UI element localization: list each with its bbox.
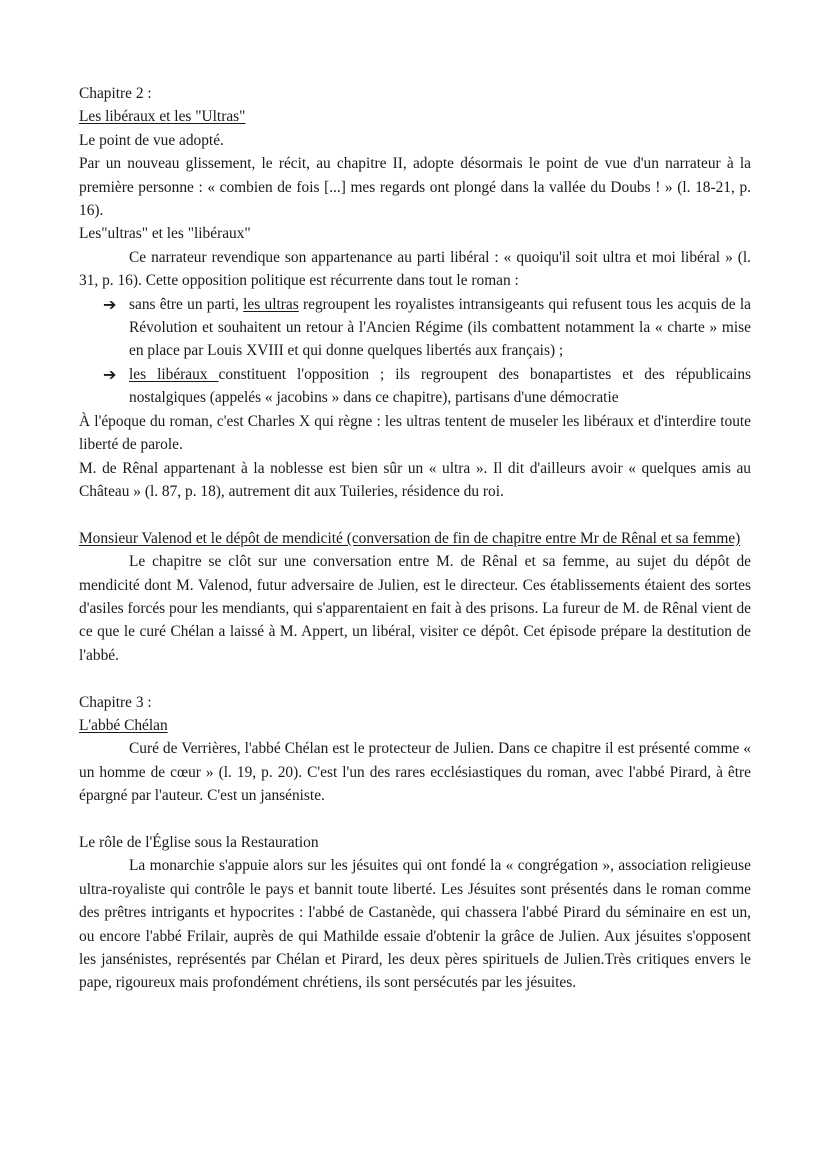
chapter-2-heading: Chapitre 2 :	[79, 85, 152, 102]
paragraph-charles-x: À l'époque du roman, c'est Charles X qui règne : les ultras tentent de museler les libéraux et d'interdire toute liberté de parole.	[79, 412, 751, 454]
bullet-text: constituent l'opposition ; ils regroupent des bonapartistes et des républicains nostalgiques (appelés « jacobins » dans ce chapitre), partisans d'une démocratie	[129, 365, 752, 407]
document-content	[79, 82, 751, 995]
chapter-3-heading: Chapitre 3 :	[79, 693, 152, 711]
bullet-text: regroupent les royalistes intransigeants qui refusent tous les acquis de la Révolution et souhaitent un retour à l'Ancien Régime (ils combattent notamment la « charte » mise en place par Louis XVIII et qui donne quelques libertés aux français) ;	[129, 295, 751, 360]
section-title-liberaux-ultras: Les libéraux et les "Ultras"	[79, 108, 246, 126]
arrow-right-icon: ➔	[103, 294, 117, 314]
paragraph-renal-noblesse: M. de Rênal appartenant à la noblesse est bien sûr un « ultra ». Il dit d'ailleurs avoir « quelques amis au Château » (l. 87, p. 18), autrement dit aux Tuileries, résidence du roi.	[79, 459, 751, 500]
subheading-ultras-liberaux: Les"ultras" et les "libéraux"	[79, 225, 251, 243]
paragraph-abbe-chelan: Curé de Verrières, l'abbé Chélan est le protecteur de Julien. Dans ce chapitre il est présenté comme « un homme de cœur » (l. 19, p. 20). C'est l'un des rares ecclésiastiques du roman, avec l'abbé Pirard, à être épargné par l'auteur. C'est un janséniste.	[79, 740, 751, 805]
section-title-valenod: Monsieur Valenod et le dépôt de mendicité (conversation de fin de chapitre entre Mr de Rênal et sa femme)	[79, 529, 741, 547]
subheading-eglise-restauration: Le rôle de l'Église sous la Restauration	[79, 833, 319, 851]
spacer	[79, 667, 751, 690]
paragraph-narrateur: Ce narrateur revendique son appartenance au parti libéral : « quoiqu'il soit ultra et moi libéral » (l. 31, p. 16). Cette opposition politique est récurrente dans tout le roman :	[79, 248, 751, 290]
bullet-term: les ultras	[243, 295, 299, 313]
bullet-list	[79, 293, 751, 410]
paragraph-point-de-vue: Par un nouveau glissement, le récit, au chapitre II, adopte désormais le point de vue d'un narrateur à la première personne : « combien de fois [...] mes regards ont plongé dans la vallée du Doubs ! » (l. 18-21, p. 16).	[79, 155, 751, 220]
bullet-item-ultras	[103, 293, 751, 363]
bullet-item-liberaux	[103, 363, 752, 410]
paragraph-depot-mendicite: Le chapitre se clôt sur une conversation entre M. de Rênal et sa femme, au sujet du dépôt de mendicité dont M. Valenod, futur adversaire de Julien, est le directeur. Ces établissements étaient des sortes d'asiles forcés pour les mendiants, qui s'apparentaient en fait à des prisons. La fureur de M. de Rênal vient de ce que le curé Chélan a laissé à M. Appert, un libéral, visiter ce dépôt. Cet épisode prépare la destitution de l'abbé.	[79, 553, 751, 664]
spacer	[79, 808, 751, 831]
subheading-point-de-vue: Le point de vue adopté.	[79, 131, 224, 149]
arrow-right-icon: ➔	[103, 364, 117, 384]
spacer	[79, 503, 751, 526]
paragraph-jesuites: La monarchie s'appuie alors sur les jésuites qui ont fondé la « congrégation », association religieuse ultra-royaliste qui contrôle le pays et bannit toute liberté. Les Jésuites sont présentés dans le roman comme des prêtres intrigants et hypocrites : l'abbé de Castanède, qui chassera l'abbé Pirard du séminaire en est un, ou encore l'abbé Frilair, auprès de qui Mathilde essaie d'obtenir la grâce de Julien. Aux jésuites s'opposent les jansénistes, représentés par Chélan et Pirard, les deux pères spirituels de Julien.Très critiques envers le pape, rigoureux mais profondément chrétiens, ils sont persécutés par les jésuites.	[79, 857, 751, 992]
section-title-abbe-chelan: L'abbé Chélan	[79, 716, 168, 734]
bullet-text: sans être un parti,	[129, 295, 244, 313]
bullet-term: les libéraux	[129, 365, 219, 383]
